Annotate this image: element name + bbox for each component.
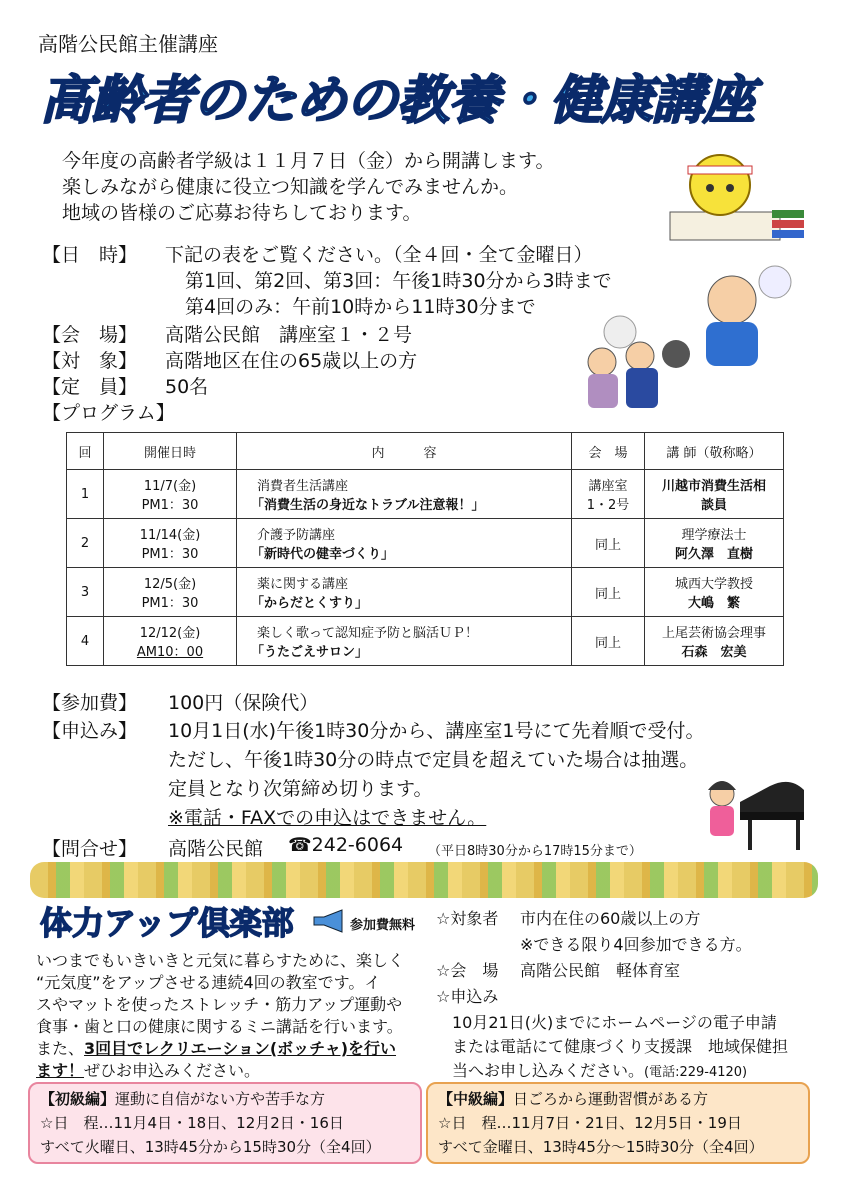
row-title: 「うたごえサロン」 bbox=[251, 645, 369, 660]
row-title: 「消費生活の身近なトラブル注意報！」 bbox=[251, 498, 485, 513]
row-date: 12/12(金) bbox=[139, 626, 201, 641]
club-desc-5 bbox=[36, 1036, 396, 1059]
beginner-label: 【初級編】 bbox=[40, 1090, 116, 1108]
megaphone-icon bbox=[312, 908, 348, 934]
header-venue: 会 場 bbox=[572, 433, 645, 470]
beginner-header bbox=[40, 1088, 325, 1109]
club-apply-3 bbox=[452, 1058, 747, 1081]
row-venue-1: 講座室 bbox=[588, 479, 628, 494]
row-no: 1 bbox=[67, 470, 104, 519]
date-line-2: 第1回、第2回、第3回：午後1時30分から3時まで bbox=[185, 270, 612, 292]
date-line-3: 第4回のみ：午前10時から11時30分まで bbox=[185, 296, 536, 318]
row-lecturer bbox=[645, 470, 784, 519]
page-title: 高齢者のための教養・健康講座 bbox=[40, 71, 755, 131]
target-value: 高階地区在住の65歳以上の方 bbox=[165, 350, 418, 372]
header-content: 内 容 bbox=[237, 433, 572, 470]
club-desc-3: スやマットを使ったストレッチ・筋力アップ運動や bbox=[36, 995, 403, 1014]
club-apply-2: または電話にて健康づくり支援課 地域保健担 bbox=[452, 1037, 789, 1056]
row-datetime bbox=[104, 519, 237, 568]
table-row bbox=[67, 568, 784, 617]
header-no: 回 bbox=[67, 433, 104, 470]
row-topic: 消費者生活講座 bbox=[257, 479, 349, 494]
row-topic: 薬に関する講座 bbox=[257, 577, 349, 592]
beginner-time: すべて火曜日、13時45分から15時30分（全4回） bbox=[40, 1138, 381, 1156]
club-apply-3-text: 当へお申し込みください。 bbox=[452, 1061, 645, 1080]
club-apply-1: 10月21日(火)までにホームページの電子申請 bbox=[452, 1013, 777, 1032]
apply-line-3: 定員となり次第締め切ります。 bbox=[168, 778, 433, 800]
row-lecturer-1: 川越市消費生活相 bbox=[661, 479, 766, 494]
club-desc-6 bbox=[36, 1058, 260, 1081]
fee-label: 【参加費】 bbox=[42, 692, 138, 714]
beginner-desc: 運動に自信がない方や苦手な方 bbox=[115, 1090, 326, 1108]
row-time: PM1：30 bbox=[141, 547, 199, 562]
organizer-label: 高階公民館主催講座 bbox=[38, 32, 218, 56]
table-row bbox=[67, 470, 784, 519]
row-content bbox=[237, 519, 572, 568]
row-topic: 介護予防講座 bbox=[257, 528, 336, 543]
target-label: 【対 象】 bbox=[42, 350, 138, 372]
program-table bbox=[66, 432, 784, 666]
contact-value: 高階公民館 bbox=[168, 838, 264, 860]
beginner-dates: ☆日 程…11月4日・18日、12月2日・16日 bbox=[40, 1114, 344, 1132]
row-datetime bbox=[104, 617, 237, 666]
header-date: 開催日時 bbox=[104, 433, 237, 470]
row-lecturer bbox=[645, 617, 784, 666]
apply-label: 【申込み】 bbox=[42, 720, 138, 742]
table-row bbox=[67, 617, 784, 666]
club-desc-5b: 3回目でレクリエーション(ボッチャ)を行い bbox=[84, 1039, 397, 1058]
phone-number: ☎242-6064 bbox=[288, 834, 404, 856]
apply-line-1: 10月1日(水)午後1時30分から、講座室1号にて先着順で受付。 bbox=[168, 720, 705, 742]
mascot-illustration bbox=[660, 140, 810, 250]
club-desc-4: 食事・歯と口の健康に関するミニ講話を行います。 bbox=[36, 1017, 403, 1036]
apply-line-2: ただし、午後1時30分の時点で定員を超えていた場合は抽選。 bbox=[168, 749, 699, 771]
row-datetime bbox=[104, 470, 237, 519]
intermediate-course-box bbox=[426, 1082, 810, 1164]
row-venue bbox=[572, 519, 645, 568]
club-desc-6b: ぜひお申込みください。 bbox=[84, 1061, 261, 1080]
club-venue-value: 高階公民館 軽体育室 bbox=[520, 961, 681, 980]
club-target-1: 市内在住の60歳以上の方 bbox=[520, 909, 701, 928]
row-topic: 楽しく歌って認知症予防と脳活ＵＰ！ bbox=[257, 626, 479, 641]
row-content bbox=[237, 617, 572, 666]
header-lecturer: 講 師（敬称略） bbox=[645, 433, 784, 470]
club-target-label: ☆対象者 bbox=[436, 909, 499, 928]
table-row bbox=[67, 519, 784, 568]
beginner-course-box bbox=[28, 1082, 422, 1164]
date-line-1: 下記の表をご覧ください。（全４回・全て金曜日） bbox=[165, 244, 593, 266]
row-lecturer-1: 上尾芸術協会理事 bbox=[661, 626, 766, 641]
row-date: 11/14(金) bbox=[139, 528, 201, 543]
apply-line-4: ※電話・FAXでの申込はできません。 bbox=[168, 807, 487, 829]
row-time: PM1：30 bbox=[141, 498, 199, 513]
row-lecturer-2: 大嶋 繁 bbox=[687, 596, 740, 611]
intermediate-label: 【中級編】 bbox=[438, 1090, 514, 1108]
row-venue-2: 1・2号 bbox=[586, 498, 630, 513]
club-apply-tel: (電話:229-4120) bbox=[644, 1065, 748, 1080]
free-badge: 参加費無料 bbox=[350, 918, 416, 933]
club-desc-5a: また、 bbox=[36, 1039, 85, 1058]
row-title: 「新時代の健幸づくり」 bbox=[251, 547, 395, 562]
row-lecturer-2: 石森 宏美 bbox=[681, 645, 747, 660]
date-label: 【日 時】 bbox=[42, 244, 138, 266]
club-venue-label: ☆会 場 bbox=[436, 961, 499, 980]
row-title: 「からだとくすり」 bbox=[251, 596, 369, 611]
piano-illustration bbox=[700, 772, 810, 854]
leaf-divider bbox=[30, 862, 818, 898]
club-desc-2: “元気度”をアップさせる連続4回の教室です。イ bbox=[36, 973, 381, 992]
row-venue-1: 同上 bbox=[594, 635, 621, 651]
row-datetime bbox=[104, 568, 237, 617]
club-apply-label: ☆申込み bbox=[436, 987, 499, 1006]
row-venue bbox=[572, 568, 645, 617]
row-time: AM10：00 bbox=[136, 645, 204, 660]
club-target-2: ※できる限り4回参加できる方。 bbox=[520, 935, 752, 954]
row-venue bbox=[572, 617, 645, 666]
intermediate-time: すべて金曜日、13時45分～15時30分（全4回） bbox=[438, 1138, 764, 1156]
row-no: 2 bbox=[67, 519, 104, 568]
contact-hours: （平日8時30分から17時15分まで） bbox=[428, 844, 642, 859]
people-illustration bbox=[580, 262, 810, 412]
fee-value: 100円（保険代） bbox=[168, 692, 319, 714]
club-title: 体力アップ倶楽部 bbox=[40, 904, 294, 942]
venue-value: 高階公民館 講座室１・２号 bbox=[165, 324, 413, 346]
contact-label: 【問合せ】 bbox=[42, 838, 138, 860]
row-lecturer bbox=[645, 519, 784, 568]
intermediate-header bbox=[438, 1088, 708, 1109]
intermediate-dates: ☆日 程…11月7日・21日、12月5日・19日 bbox=[438, 1114, 742, 1132]
intermediate-desc: 日ごろから運動習慣がある方 bbox=[513, 1090, 709, 1108]
row-venue-1: 同上 bbox=[594, 537, 621, 553]
intro-line-2: 楽しみながら健康に役立つ知識を学んでみませんか。 bbox=[62, 176, 519, 198]
row-lecturer-1: 城西大学教授 bbox=[674, 577, 753, 592]
row-content bbox=[237, 568, 572, 617]
capacity-label: 【定 員】 bbox=[42, 376, 138, 398]
club-desc-6a: ます！ bbox=[36, 1061, 85, 1080]
row-no: 3 bbox=[67, 568, 104, 617]
row-venue bbox=[572, 470, 645, 519]
intro-line-1: 今年度の高齢者学級は１１月７日（金）から開講します。 bbox=[62, 150, 555, 172]
club-desc-1: いつまでもいきいきと元気に暮らすために、楽しく bbox=[36, 951, 405, 970]
program-label: 【プログラム】 bbox=[42, 402, 175, 424]
row-lecturer-1: 理学療法士 bbox=[681, 528, 747, 543]
row-lecturer bbox=[645, 568, 784, 617]
row-content bbox=[237, 470, 572, 519]
row-venue-1: 同上 bbox=[594, 586, 621, 602]
intro-line-3: 地域の皆様のご応募お待ちしております。 bbox=[62, 202, 422, 224]
capacity-value: 50名 bbox=[165, 376, 209, 398]
row-date: 11/7(金) bbox=[143, 479, 197, 494]
row-lecturer-2: 談員 bbox=[700, 498, 727, 513]
row-date: 12/5(金) bbox=[143, 577, 197, 592]
row-no: 4 bbox=[67, 617, 104, 666]
row-lecturer-2: 阿久澤 直樹 bbox=[674, 547, 753, 562]
venue-label: 【会 場】 bbox=[42, 324, 138, 346]
table-header-row bbox=[67, 433, 784, 470]
row-time: PM1：30 bbox=[141, 596, 199, 611]
